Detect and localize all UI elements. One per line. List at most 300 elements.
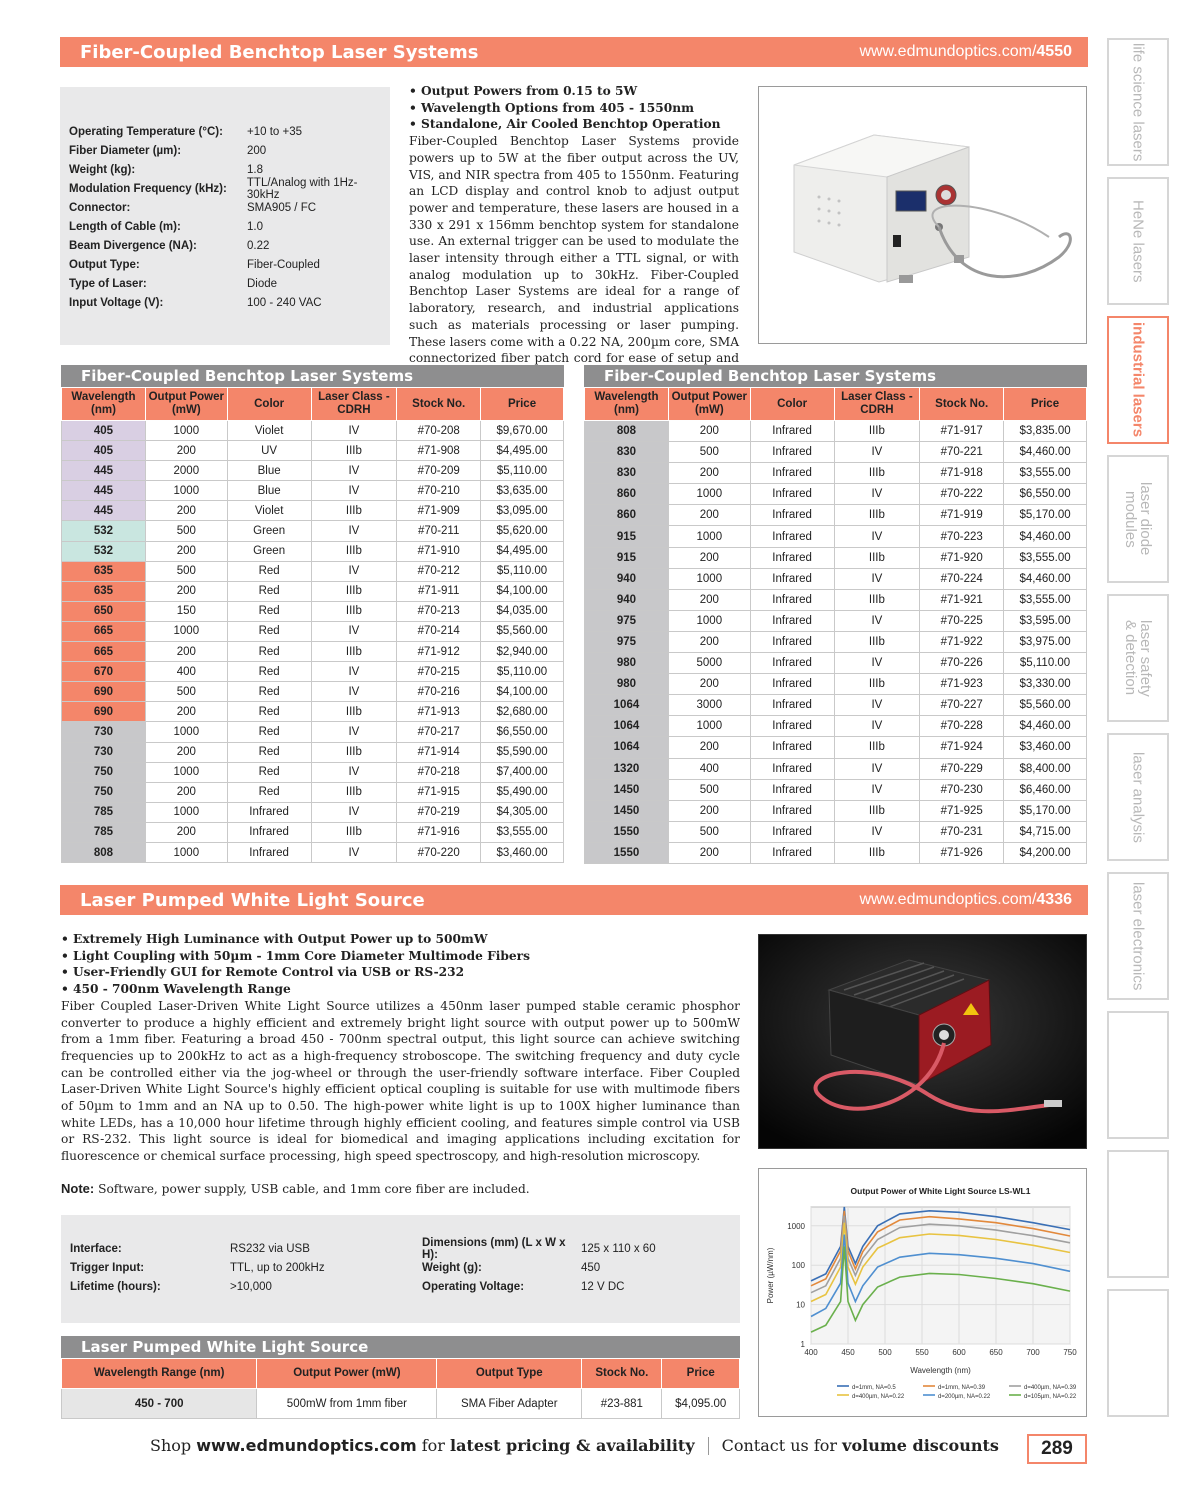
- spec-value: 1.8: [247, 163, 263, 176]
- table-row: [62, 642, 564, 662]
- spec-value: 200: [247, 144, 267, 157]
- table-cell: IV: [834, 821, 920, 842]
- table-cell: Violet: [227, 501, 311, 521]
- spec-row: [70, 1258, 422, 1277]
- side-tab[interactable]: [1107, 872, 1169, 1000]
- table-cell: 200: [668, 737, 750, 758]
- table-cell: $7,400.00: [481, 762, 564, 782]
- table-cell: $5,560.00: [481, 621, 564, 641]
- table-cell: 200: [668, 589, 750, 610]
- side-tab[interactable]: [1107, 177, 1169, 305]
- table-cell: Violet: [227, 421, 311, 441]
- spec-key: Fiber Diameter (µm):: [69, 144, 182, 157]
- wavelength-cell: 650: [62, 601, 146, 621]
- wavelength-cell: 975: [585, 610, 669, 631]
- chart-title: Output Power of White Light Source LS-WL1: [850, 1186, 1031, 1196]
- wavelength-cell: 750: [62, 762, 146, 782]
- wavelength-cell: 690: [62, 682, 146, 702]
- table-cell: #70-213: [397, 601, 481, 621]
- table-cell: Infrared: [750, 610, 834, 631]
- table-row: [62, 521, 564, 541]
- table-row: [585, 779, 1087, 800]
- footer: Shop www.edmundoptics.com for latest pricing & availability Contact us for volume discounts: [150, 1436, 999, 1455]
- table-cell: Infrared: [750, 526, 834, 547]
- table-row: [585, 484, 1087, 505]
- spec-key: Weight (g):: [422, 1261, 482, 1274]
- table-row: [62, 461, 564, 481]
- spec-key: Weight (kg):: [69, 163, 136, 176]
- table-cell: IV: [311, 682, 397, 702]
- table-cell: IV: [834, 695, 920, 716]
- table-cell: IV: [834, 484, 920, 505]
- table-cell: #70-228: [920, 716, 1004, 737]
- wavelength-cell: 1550: [585, 821, 669, 842]
- section2-header: [60, 885, 1088, 915]
- wavelength-cell: 730: [62, 722, 146, 742]
- table-cell: #70-226: [920, 653, 1004, 674]
- table-row: [585, 568, 1087, 589]
- wavelength-cell: 808: [62, 842, 146, 862]
- bullet: • 450 - 700nm Wavelength Range: [61, 982, 291, 997]
- table-cell: $4,100.00: [481, 682, 564, 702]
- table-cell: Infrared: [750, 484, 834, 505]
- table-cell: $3,635.00: [481, 481, 564, 501]
- table-cell: 1000: [145, 762, 227, 782]
- legend-entry: d=200µm, NA=0.22: [938, 1394, 991, 1400]
- x-tick-label: 550: [915, 1348, 929, 1357]
- x-tick-label: 700: [1026, 1348, 1040, 1357]
- table-cell: 200: [668, 547, 750, 568]
- bullet: • Standalone, Air Cooled Benchtop Operation: [409, 117, 721, 132]
- table-cell: Red: [227, 581, 311, 601]
- table-cell: #70-211: [397, 521, 481, 541]
- table-cell: Blue: [227, 461, 311, 481]
- wavelength-cell: 730: [62, 742, 146, 762]
- table-cell: IV: [311, 421, 397, 441]
- table-cell: Infrared: [750, 674, 834, 695]
- laser-table-right: [584, 387, 1087, 864]
- spec-value: Diode: [247, 277, 278, 290]
- side-tab[interactable]: [1107, 733, 1169, 861]
- table-cell: $4,460.00: [1004, 442, 1087, 463]
- side-tab[interactable]: [1107, 316, 1169, 444]
- table-cell: $4,460.00: [1004, 568, 1087, 589]
- benchtop-laser-image: [758, 86, 1087, 344]
- wavelength-cell: 785: [62, 822, 146, 842]
- table-cell: Infrared: [750, 821, 834, 842]
- section2-table-caption: Laser Pumped White Light Source: [61, 1336, 740, 1358]
- wavelength-cell: 665: [62, 642, 146, 662]
- spec-row: [69, 217, 390, 236]
- table-cell: 1000: [668, 716, 750, 737]
- table-row: [585, 589, 1087, 610]
- table-cell: Infrared: [750, 547, 834, 568]
- table-cell: $4,100.00: [481, 581, 564, 601]
- table-cell: 5000: [668, 653, 750, 674]
- table-cell: IIIb: [834, 737, 920, 758]
- table-cell: #71-926: [920, 842, 1004, 863]
- wavelength-cell: 1064: [585, 695, 669, 716]
- table-cell: 200: [668, 421, 750, 442]
- side-tab-label: laser safety & detection: [1122, 619, 1154, 697]
- wavelength-cell: 915: [585, 526, 669, 547]
- table-cell: IV: [834, 610, 920, 631]
- table-cell: 200: [668, 631, 750, 652]
- table-cell: 200: [668, 463, 750, 484]
- table-row: [585, 421, 1087, 442]
- table-cell: Infrared: [750, 695, 834, 716]
- laser-table-left: [61, 387, 564, 863]
- table-cell: #71-922: [920, 631, 1004, 652]
- table-cell: Infrared: [750, 631, 834, 652]
- table-cell: #71-919: [920, 505, 1004, 526]
- column-header: Price: [1004, 388, 1087, 421]
- wavelength-cell: 830: [585, 463, 669, 484]
- wavelength-cell: 1320: [585, 758, 669, 779]
- wavelength-cell: 750: [62, 782, 146, 802]
- table-cell: IV: [311, 621, 397, 641]
- legend-entry: d=1mm, NA=0.39: [938, 1385, 986, 1391]
- table-cell: $3,330.00: [1004, 674, 1087, 695]
- column-header: Color: [227, 388, 311, 421]
- table-cell: IV: [834, 779, 920, 800]
- table-row: [62, 682, 564, 702]
- table-cell: $5,110.00: [481, 461, 564, 481]
- table-cell: 500mW from 1mm fiber: [257, 1389, 437, 1419]
- spec-row: [69, 176, 390, 201]
- table-cell: $4,715.00: [1004, 821, 1087, 842]
- spec-row: [70, 1239, 422, 1258]
- table-cell: 200: [668, 800, 750, 821]
- spec-row: [69, 293, 390, 312]
- table-cell: $3,595.00: [1004, 610, 1087, 631]
- table-cell: #71-923: [920, 674, 1004, 695]
- table-row: [62, 601, 564, 621]
- side-tab-label: laser diode modules: [1122, 482, 1154, 556]
- wavelength-cell: 405: [62, 421, 146, 441]
- table-cell: Infrared: [750, 653, 834, 674]
- table-cell: #71-921: [920, 589, 1004, 610]
- spec-row: [422, 1258, 732, 1277]
- footer-site-link[interactable]: www.edmundoptics.com: [196, 1436, 417, 1455]
- wavelength-cell: 690: [62, 702, 146, 722]
- table-cell: 400: [145, 662, 227, 682]
- table-cell: Infrared: [750, 442, 834, 463]
- side-tab[interactable]: [1107, 594, 1169, 722]
- table-cell: Infrared: [750, 589, 834, 610]
- legend-entry: d=400µm, NA=0.22: [852, 1394, 905, 1400]
- wavelength-cell: 670: [62, 662, 146, 682]
- column-header: Color: [750, 388, 834, 421]
- x-tick-label: 400: [804, 1348, 818, 1357]
- table-cell: #70-217: [397, 722, 481, 742]
- table-cell: $3,555.00: [481, 822, 564, 842]
- wavelength-cell: 808: [585, 421, 669, 442]
- spec-key: Input Voltage (V):: [69, 296, 164, 309]
- table-cell: 200: [145, 782, 227, 802]
- table-cell: IV: [834, 526, 920, 547]
- table-cell: Infrared: [750, 800, 834, 821]
- wavelength-cell: 1064: [585, 737, 669, 758]
- table-cell: IIIb: [834, 589, 920, 610]
- table-cell: 1000: [668, 526, 750, 547]
- table-cell: IV: [834, 716, 920, 737]
- table-cell: Infrared: [750, 505, 834, 526]
- table-cell: Red: [227, 662, 311, 682]
- table-cell: 500: [668, 821, 750, 842]
- table-cell: 200: [145, 501, 227, 521]
- table-cell: $4,460.00: [1004, 716, 1087, 737]
- table-cell: IIIb: [834, 421, 920, 442]
- table-cell: $4,460.00: [1004, 526, 1087, 547]
- table-cell: $4,495.00: [481, 541, 564, 561]
- table-cell: $5,170.00: [1004, 505, 1087, 526]
- table-row: [62, 421, 564, 441]
- table-row: [62, 581, 564, 601]
- x-tick-label: 750: [1063, 1348, 1077, 1357]
- table-cell: IIIb: [311, 782, 397, 802]
- side-tab[interactable]: [1107, 1150, 1169, 1278]
- table-cell: 1000: [145, 722, 227, 742]
- table-cell: Red: [227, 782, 311, 802]
- y-tick-label: 100: [791, 1261, 805, 1271]
- bullet: • User-Friendly GUI for Remote Control via USB or RS-232: [61, 965, 465, 980]
- column-header: Output Type: [437, 1359, 582, 1389]
- table-cell: #71-924: [920, 737, 1004, 758]
- table-row: [585, 821, 1087, 842]
- table-cell: Infrared: [750, 463, 834, 484]
- wavelength-cell: 405: [62, 441, 146, 461]
- table-cell: Red: [227, 742, 311, 762]
- table-cell: $8,400.00: [1004, 758, 1087, 779]
- table-cell: #71-916: [397, 822, 481, 842]
- wavelength-cell: 940: [585, 568, 669, 589]
- table-cell: Infrared: [227, 802, 311, 822]
- chart-svg: [759, 1169, 1086, 1416]
- spec-key: Modulation Frequency (kHz):: [69, 182, 227, 195]
- table-cell: IV: [311, 662, 397, 682]
- spec-key: Lifetime (hours):: [70, 1280, 161, 1293]
- table-cell: SMA Fiber Adapter: [437, 1389, 582, 1419]
- table-cell: 500: [668, 779, 750, 800]
- table-row: [585, 674, 1087, 695]
- column-header: Wavelength Range (nm): [62, 1359, 257, 1389]
- table-cell: 200: [668, 674, 750, 695]
- table-cell: Green: [227, 541, 311, 561]
- table-cell: 200: [668, 505, 750, 526]
- table-cell: 400: [668, 758, 750, 779]
- spec-value: 1.0: [247, 220, 263, 233]
- table-row: [62, 802, 564, 822]
- table-cell: 200: [145, 822, 227, 842]
- spec-key: Beam Divergence (NA):: [69, 239, 197, 252]
- y-axis-label: Power (µW/nm): [766, 1247, 775, 1304]
- table-cell: #70-220: [397, 842, 481, 862]
- spec-value: 12 V DC: [581, 1280, 625, 1293]
- table-cell: 150: [145, 601, 227, 621]
- table-cell: 500: [145, 682, 227, 702]
- section1-url[interactable]: www.edmundoptics.com/4550: [859, 43, 1072, 60]
- spec-row: [422, 1236, 732, 1261]
- table-cell: IIIb: [311, 441, 397, 461]
- table-cell: #71-925: [920, 800, 1004, 821]
- table-cell: 3000: [668, 695, 750, 716]
- table-cell: $5,170.00: [1004, 800, 1087, 821]
- wavelength-cell: 940: [585, 589, 669, 610]
- spec-value: 450: [581, 1261, 601, 1274]
- column-header: Price: [481, 388, 564, 421]
- wavelength-cell: 860: [585, 484, 669, 505]
- table-row: [62, 742, 564, 762]
- table-cell: $5,590.00: [481, 742, 564, 762]
- wavelength-cell: 785: [62, 802, 146, 822]
- table-row: [585, 442, 1087, 463]
- section2-url[interactable]: www.edmundoptics.com/4336: [859, 891, 1072, 908]
- table-row: [62, 441, 564, 461]
- table-row: [585, 758, 1087, 779]
- table-cell: $3,835.00: [1004, 421, 1087, 442]
- table-cell: IIIb: [311, 541, 397, 561]
- table-cell: IV: [311, 762, 397, 782]
- column-header: Wavelength (nm): [62, 388, 146, 421]
- table-cell: IIIb: [311, 822, 397, 842]
- table-cell: 200: [145, 702, 227, 722]
- wavelength-cell: 445: [62, 461, 146, 481]
- table-cell: 200: [145, 742, 227, 762]
- table-cell: $3,975.00: [1004, 631, 1087, 652]
- table-left-caption: Fiber-Coupled Benchtop Laser Systems: [61, 365, 564, 387]
- table-cell: $5,110.00: [481, 662, 564, 682]
- table-row: [62, 662, 564, 682]
- table-cell: 500: [145, 521, 227, 541]
- table-cell: $3,555.00: [1004, 547, 1087, 568]
- table-row: [585, 800, 1087, 821]
- side-tab[interactable]: [1107, 455, 1169, 583]
- table-cell: 200: [145, 541, 227, 561]
- wavelength-cell: 980: [585, 674, 669, 695]
- wavelength-cell: 830: [585, 442, 669, 463]
- table-cell: $5,110.00: [481, 561, 564, 581]
- table-cell: $4,095.00: [662, 1389, 740, 1419]
- legend-entry: d=105µm, NA=0.22: [1024, 1394, 1077, 1400]
- table-cell: 1000: [145, 621, 227, 641]
- section1-specs: [60, 87, 390, 345]
- spec-value: 125 x 110 x 60: [581, 1242, 656, 1255]
- spec-key: Interface:: [70, 1242, 122, 1255]
- table-cell: #71-908: [397, 441, 481, 461]
- table-cell: 200: [668, 842, 750, 863]
- spec-value: 100 - 240 VAC: [247, 296, 322, 309]
- wavelength-cell: 635: [62, 561, 146, 581]
- spec-value: 0.22: [247, 239, 270, 252]
- column-header: Output Power (mW): [257, 1359, 437, 1389]
- table-row: [62, 561, 564, 581]
- table-cell: IV: [311, 802, 397, 822]
- table-row: [585, 737, 1087, 758]
- wavelength-cell: 635: [62, 581, 146, 601]
- spec-row: [69, 236, 390, 255]
- table-cell: IV: [311, 481, 397, 501]
- table-cell: Infrared: [227, 822, 311, 842]
- column-header: Output Power (mW): [668, 388, 750, 421]
- side-tab[interactable]: [1107, 1011, 1169, 1139]
- side-tab-label: life science lasers: [1129, 42, 1147, 162]
- table-cell: IIIb: [311, 642, 397, 662]
- table-cell: Infrared: [750, 421, 834, 442]
- table-row: [62, 621, 564, 641]
- table-row: [585, 653, 1087, 674]
- side-tab[interactable]: [1107, 38, 1169, 166]
- table-cell: #70-219: [397, 802, 481, 822]
- table-cell: IV: [834, 568, 920, 589]
- column-header: Price: [662, 1359, 740, 1389]
- table-cell: 200: [145, 441, 227, 461]
- table-row: [62, 541, 564, 561]
- table-cell: IV: [311, 722, 397, 742]
- spec-value: >10,000: [230, 1280, 272, 1293]
- table-cell: $3,555.00: [1004, 589, 1087, 610]
- table-cell: 500: [145, 561, 227, 581]
- table-cell: #70-210: [397, 481, 481, 501]
- table-cell: $4,495.00: [481, 441, 564, 461]
- footer-divider: [708, 1437, 709, 1455]
- table-cell: #70-229: [920, 758, 1004, 779]
- table-cell: IIIb: [834, 800, 920, 821]
- table-cell: Red: [227, 621, 311, 641]
- table-cell: $6,550.00: [481, 722, 564, 742]
- table-cell: #70-224: [920, 568, 1004, 589]
- table-cell: #71-914: [397, 742, 481, 762]
- wavelength-cell: 532: [62, 521, 146, 541]
- table-cell: Red: [227, 762, 311, 782]
- table-right-caption: Fiber-Coupled Benchtop Laser Systems: [584, 365, 1087, 387]
- spec-key: Dimensions (mm) (L x W x H):: [422, 1236, 566, 1261]
- column-header: Stock No.: [397, 388, 481, 421]
- section2-description: [61, 931, 740, 1165]
- table-cell: #70-227: [920, 695, 1004, 716]
- table-cell: IV: [311, 521, 397, 541]
- section2-specs: [61, 1215, 740, 1323]
- table-cell: IV: [311, 561, 397, 581]
- spec-value: +10 to +35: [247, 125, 302, 138]
- table-row: [62, 842, 564, 862]
- table-cell: 500: [668, 442, 750, 463]
- spec-row: [69, 255, 390, 274]
- spec-row: [69, 122, 390, 141]
- table-row: [62, 822, 564, 842]
- section2-note: Note: Software, power supply, USB cable, and 1mm core fiber are included.: [61, 1181, 530, 1196]
- table-cell: IIIb: [834, 505, 920, 526]
- table-row: [62, 782, 564, 802]
- table-cell: #71-910: [397, 541, 481, 561]
- table-cell: #70-221: [920, 442, 1004, 463]
- table-cell: IIIb: [834, 631, 920, 652]
- table-cell: #70-225: [920, 610, 1004, 631]
- table-cell: IV: [311, 461, 397, 481]
- table-row: [585, 842, 1087, 863]
- table-cell: #71-917: [920, 421, 1004, 442]
- y-tick-label: 10: [796, 1300, 805, 1310]
- table-cell: #70-230: [920, 779, 1004, 800]
- table-cell: 1000: [145, 421, 227, 441]
- section1-header: [60, 37, 1088, 67]
- y-tick-label: 1000: [787, 1221, 805, 1231]
- side-tab[interactable]: [1107, 1289, 1169, 1417]
- table-cell: 1000: [668, 568, 750, 589]
- table-cell: $6,460.00: [1004, 779, 1087, 800]
- wavelength-cell: 532: [62, 541, 146, 561]
- page-number: 289: [1027, 1434, 1087, 1464]
